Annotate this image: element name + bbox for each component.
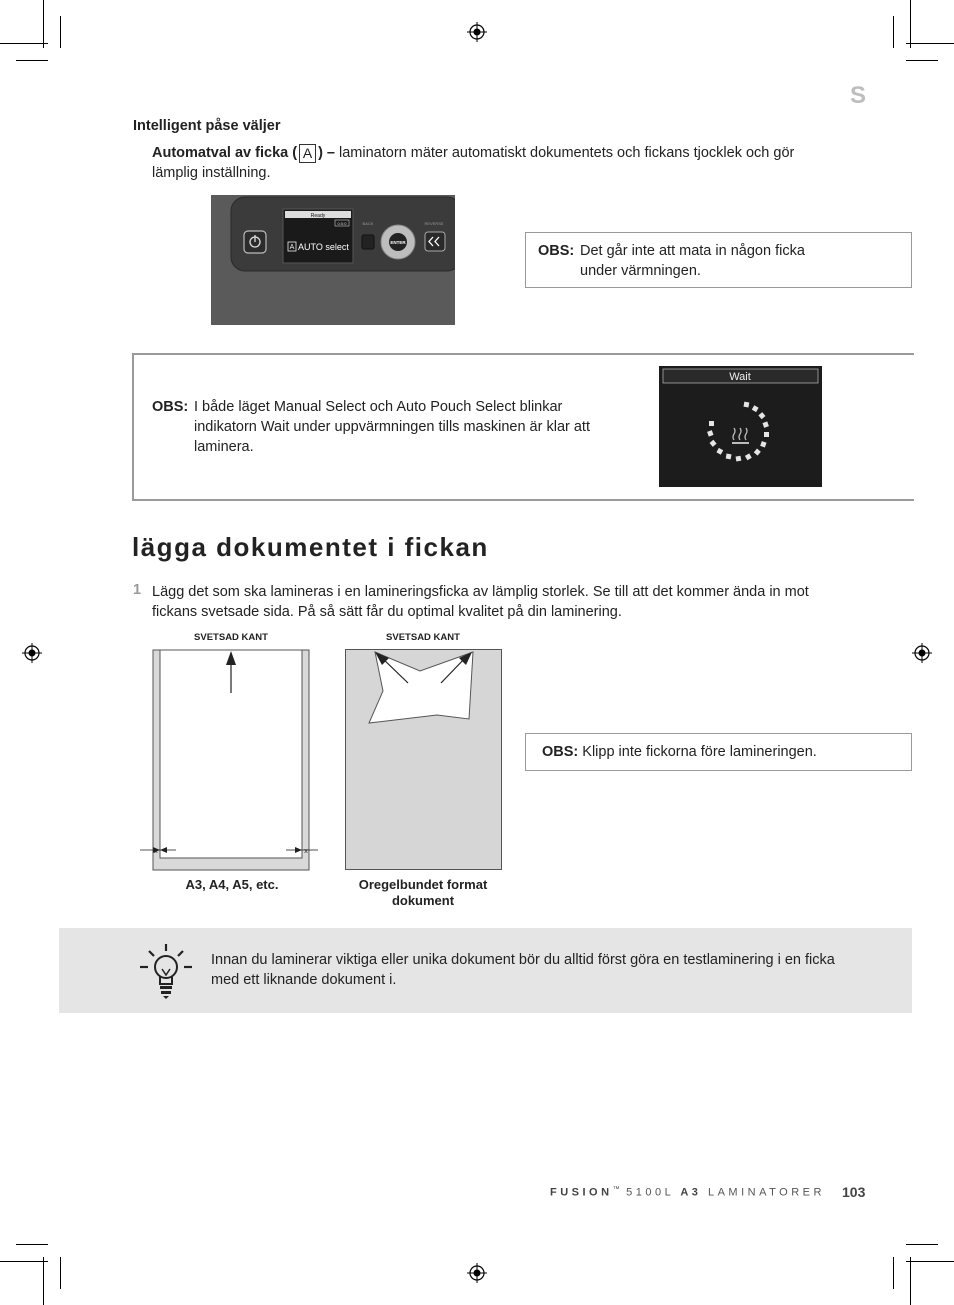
display-mode-label: AUTO select bbox=[298, 242, 349, 252]
crop-mark bbox=[910, 0, 911, 48]
svg-text:A: A bbox=[289, 244, 295, 251]
note-text: I både läget Manual Select och Auto Pouch Select blinkar indikatorn Wait under uppvärmningen tills maskinen är klar att laminera. bbox=[194, 399, 590, 455]
crop-mark bbox=[906, 1261, 954, 1262]
svg-text:x: x bbox=[304, 848, 308, 855]
crop-mark bbox=[906, 1244, 938, 1245]
lightbulb-icon bbox=[139, 942, 195, 1002]
note-text: Klipp inte fickorna före lamineringen. bbox=[582, 744, 817, 760]
wait-title: Wait bbox=[729, 371, 751, 383]
footer-size: A3 bbox=[680, 1186, 702, 1199]
svg-text:x: x bbox=[154, 848, 158, 855]
footer-tm: ™ bbox=[612, 1186, 620, 1193]
language-tab: S bbox=[850, 82, 867, 109]
note-text: Det går inte att mata in någon ficka under värmningen. bbox=[580, 243, 805, 279]
footer-brand: FUSION bbox=[550, 1186, 613, 1199]
page-number: 103 bbox=[842, 1184, 866, 1200]
auto-label-pre: Automatval av ficka ( bbox=[152, 145, 298, 161]
registration-mark-icon bbox=[912, 643, 932, 663]
registration-mark-icon bbox=[467, 1263, 487, 1283]
footer-product-line bbox=[550, 1186, 825, 1199]
crop-mark bbox=[893, 16, 894, 48]
caption-standard: A3, A4, A5, etc. bbox=[185, 877, 279, 892]
crop-mark bbox=[43, 1257, 44, 1305]
pouch-standard-diagram bbox=[138, 645, 318, 875]
note-box-cut bbox=[525, 733, 912, 771]
auto-select-icon: A bbox=[299, 144, 316, 163]
wait-screen-illustration bbox=[659, 366, 822, 487]
step-text: Lägg det som ska lamineras i en lamineringsficka av lämplig storlek. Se till att det kommer ända in mot fickans svetsade sida. På så sätt får du optimal kvalitet på din laminering. bbox=[152, 584, 809, 620]
crop-mark bbox=[16, 1244, 48, 1245]
note-label: OBS: bbox=[538, 243, 575, 259]
crop-mark bbox=[60, 1257, 61, 1289]
crop-mark bbox=[906, 60, 938, 61]
pouch-irregular-diagram bbox=[345, 649, 502, 870]
display-counter: 0:0:0 bbox=[337, 221, 347, 226]
crop-mark bbox=[0, 1261, 48, 1262]
display-status: Ready bbox=[310, 213, 326, 219]
crop-mark bbox=[0, 43, 48, 44]
step-number: 1 bbox=[133, 582, 142, 598]
auto-select-paragraph bbox=[152, 143, 812, 183]
registration-mark-icon bbox=[22, 643, 42, 663]
control-panel-illustration bbox=[211, 195, 463, 325]
caption-irregular: Oregelbundet format dokument bbox=[358, 877, 488, 908]
back-button bbox=[362, 235, 374, 249]
note-wait-content bbox=[152, 397, 607, 457]
note-box-preheat bbox=[525, 232, 912, 288]
crop-mark bbox=[893, 1257, 894, 1289]
svg-text:ENTER: ENTER bbox=[390, 240, 406, 245]
crop-mark bbox=[60, 16, 61, 48]
subheading: Intelligent påse väljer bbox=[133, 118, 281, 134]
registration-mark-icon bbox=[467, 22, 487, 42]
tip-text: Innan du laminerar viktiga eller unika dokument bör du alltid först göra en testlaminering i en ficka med ett liknande dokument i. bbox=[211, 952, 835, 988]
auto-label-post: ) – bbox=[318, 145, 335, 161]
note-label: OBS: bbox=[542, 744, 579, 760]
auto-description: laminatorn mäter automatiskt dokumentets och fickans tjocklek och gör lämplig inställning. bbox=[152, 145, 795, 181]
crop-mark bbox=[906, 43, 954, 44]
note-label: OBS: bbox=[152, 399, 189, 415]
crop-mark bbox=[43, 0, 44, 48]
crop-mark bbox=[910, 1257, 911, 1305]
section-title: lägga dokumentet i fickan bbox=[132, 532, 489, 562]
footer-product: LAMINATORER bbox=[701, 1186, 825, 1199]
sealed-edge-label-left: SVETSAD KANT bbox=[194, 632, 268, 643]
sealed-edge-label-right: SVETSAD KANT bbox=[386, 632, 460, 643]
crop-mark bbox=[16, 60, 48, 61]
svg-text:BACK: BACK bbox=[362, 221, 374, 226]
footer-model: 5100L bbox=[619, 1186, 681, 1199]
svg-text:REVERSE: REVERSE bbox=[424, 221, 444, 226]
